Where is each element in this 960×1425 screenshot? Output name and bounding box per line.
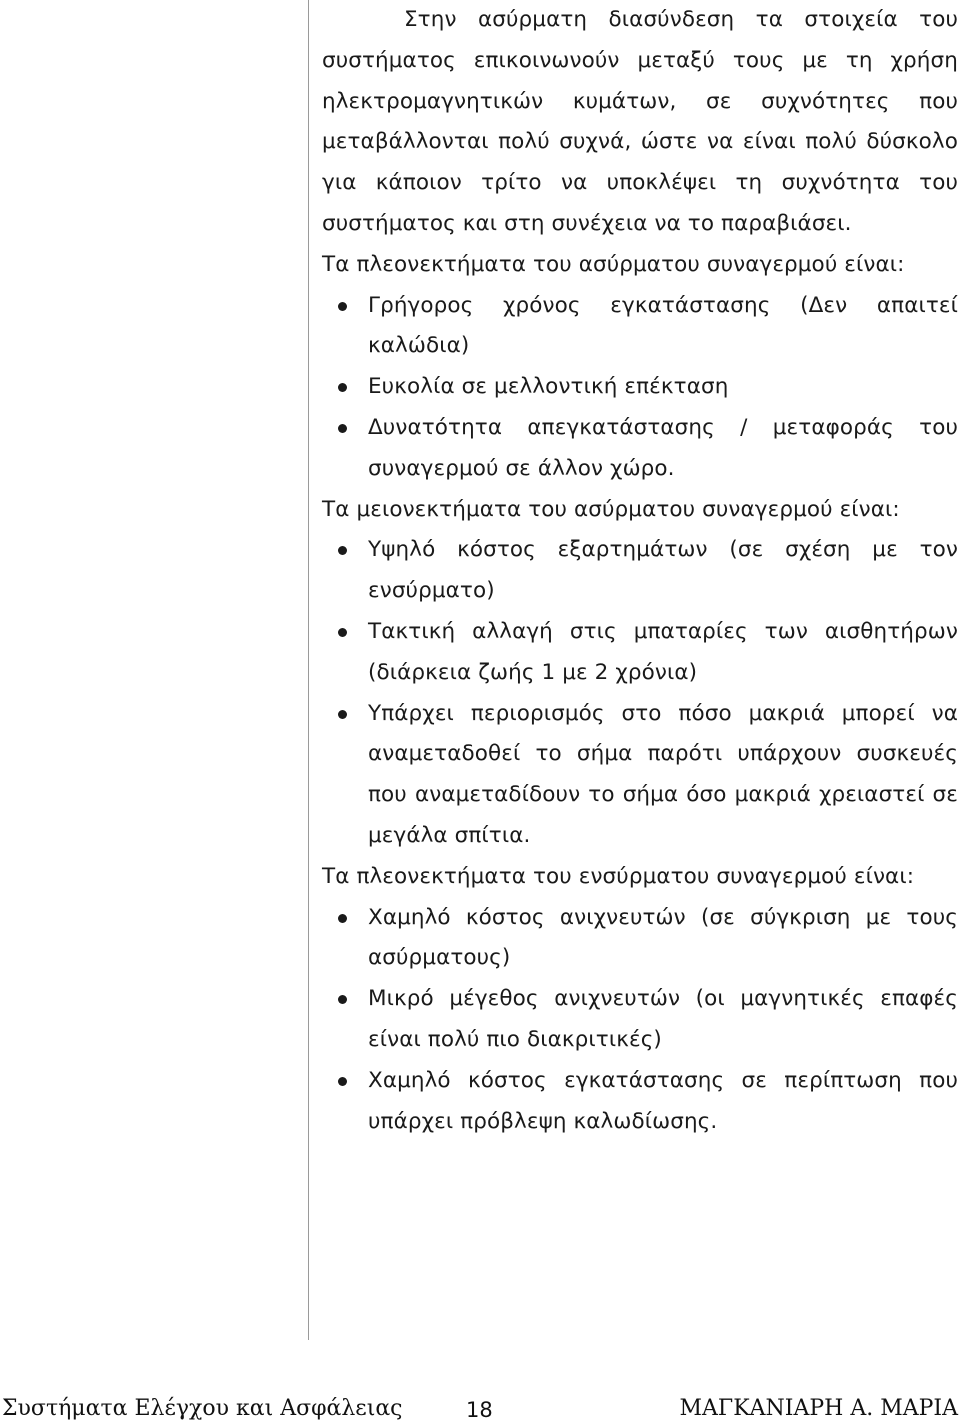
footer-author: ΜΑΓΚΑΝΙΑΡΗ Α. ΜΑΡΙΑ [679, 1396, 958, 1421]
wired-pros-list [322, 898, 958, 1143]
bullet-icon [338, 424, 347, 433]
footer-title: Συστήματα Ελέγχου και Ασφάλειας [2, 1396, 403, 1421]
wireless-pros-heading: Τα πλεονεκτήματα του ασύρματου συναγερμού είναι: [322, 251, 905, 277]
wired-pros-heading: Τα πλεονεκτήματα του ενσύρματου συναγερμού είναι: [322, 863, 915, 889]
list-item: Υπάρχει περιορισμός στο πόσο μακριά μπορεί να αναμεταδοθεί το σήμα παρότι υπάρχουν συσκευές που αναμεταδίδουν το σήμα όσο μακριά χρειαστεί σε μεγάλα σπίτια. [368, 694, 958, 857]
bullet-icon [338, 628, 347, 637]
intro-paragraph: Στην ασύρματη διασύνδεση τα στοιχεία του συστήματος επικοινωνούν μεταξύ τους με τη χρήση ηλεκτρομαγνητικών κυμάτων, σε συχνότητες που μεταβάλλονται πολύ συχνά, ώστε να είναι πολύ δύσκολο για κάποιον τρίτο να υποκλέψει τη συχνότητα του συστήματος και στη συνέχεια να το παραβιάσει. [322, 7, 958, 236]
list-item: Τακτική αλλαγή στις μπαταρίες των αισθητήρων (διάρκεια ζωής 1 με 2 χρόνια) [368, 612, 958, 694]
bullet-icon [338, 914, 347, 923]
bullet-icon [338, 546, 347, 555]
list-item: Μικρό μέγεθος ανιχνευτών (οι μαγνητικές επαφές είναι πολύ πιο διακριτικές) [368, 979, 958, 1061]
list-item: Υψηλό κόστος εξαρτημάτων (σε σχέση με τον ενσύρματο) [368, 530, 958, 612]
margin-rule [308, 0, 309, 1340]
bullet-icon [338, 995, 347, 1004]
list-item: Γρήγορος χρόνος εγκατάστασης (Δεν απαιτεί καλώδια) [368, 286, 958, 368]
wireless-cons-list [322, 530, 958, 856]
list-item: Ευκολία σε μελλοντική επέκταση [368, 367, 958, 408]
list-item: Δυνατότητα απεγκατάστασης / μεταφοράς του συναγερμού σε άλλον χώρο. [368, 408, 958, 490]
page-number: 18 [466, 1398, 493, 1422]
list-item: Χαμηλό κόστος εγκατάστασης σε περίπτωση που υπάρχει πρόβλεψη καλωδίωσης. [368, 1061, 958, 1143]
bullet-icon [338, 710, 347, 719]
bullet-icon [338, 383, 347, 392]
page-content [322, 0, 958, 1142]
wireless-pros-list [322, 286, 958, 490]
list-item: Χαμηλό κόστος ανιχνευτών (σε σύγκριση με τους ασύρματους) [368, 898, 958, 980]
wireless-cons-heading: Τα μειονεκτήματα του ασύρματου συναγερμού είναι: [322, 496, 900, 522]
bullet-icon [338, 1077, 347, 1086]
page-footer [0, 1392, 960, 1425]
bullet-icon [338, 302, 347, 311]
